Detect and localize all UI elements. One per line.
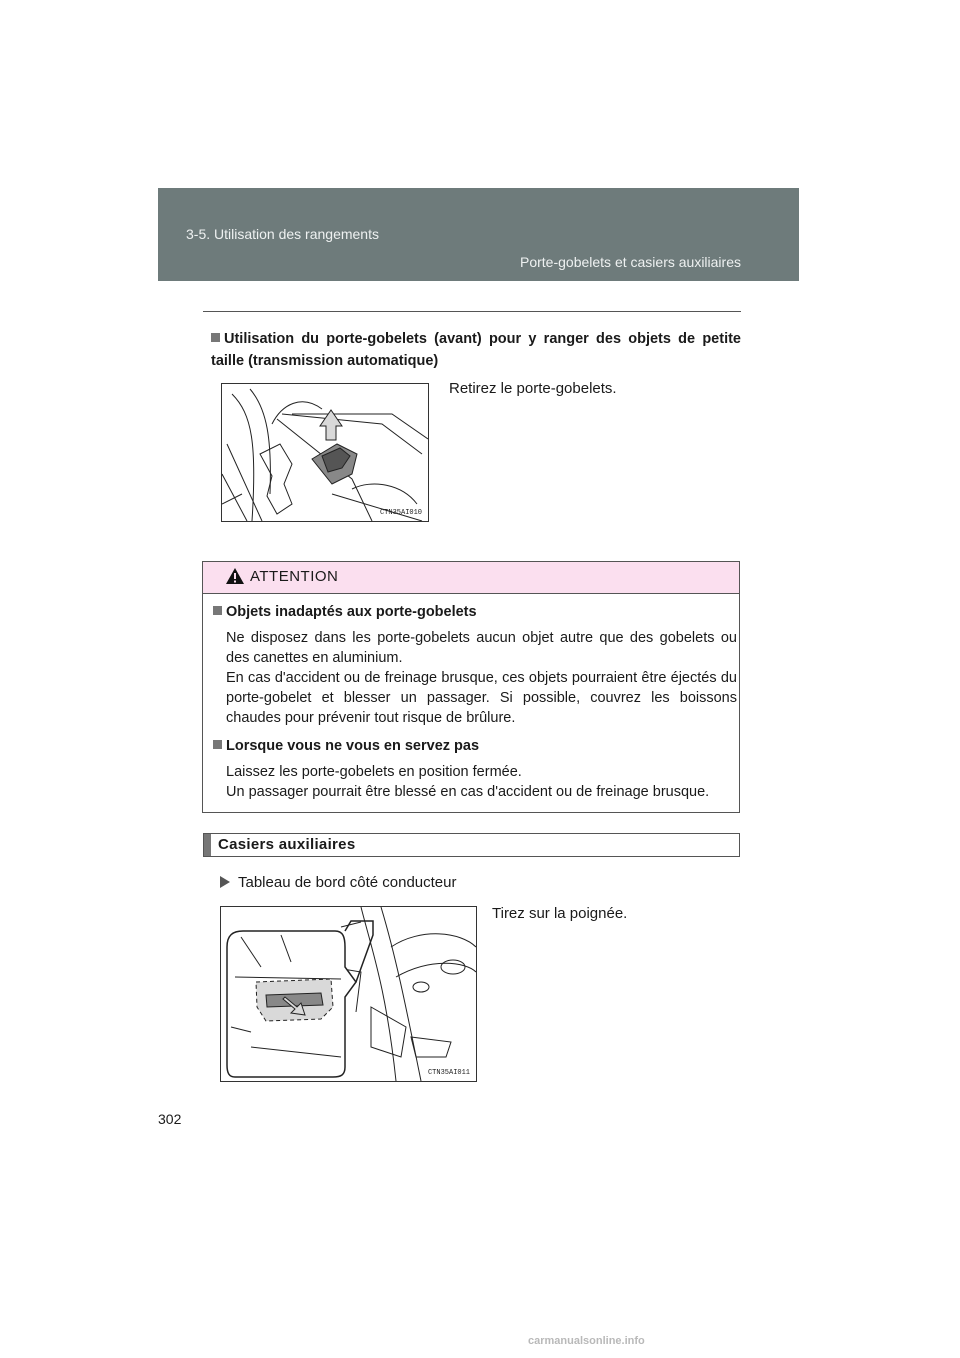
section-title-bar <box>203 833 740 857</box>
attention-paragraph: Ne disposez dans les porte-gobelets aucun objet autre que des gobelets ou des canettes en aluminium. <box>226 630 737 666</box>
attention-box <box>202 561 740 813</box>
subitem-text: Tableau de bord côté conducteur <box>238 874 457 891</box>
figure-code: CTN35AI011 <box>427 1069 470 1077</box>
attention-item-title-text: Lorsque vous ne vous en servez pas <box>226 738 480 754</box>
figure-cup-holder <box>221 383 429 522</box>
subitem-heading <box>220 874 457 891</box>
page-number: 302 <box>158 1111 182 1127</box>
figure-caption: Retirez le porte-gobelets. <box>449 380 617 397</box>
triangle-bullet-icon <box>220 876 230 888</box>
attention-item-text <box>226 628 737 728</box>
attention-item-title-text: Objets inadaptés aux porte-gobelets <box>226 604 477 620</box>
attention-header <box>203 562 739 594</box>
attention-item-text <box>226 762 737 802</box>
attention-item-title <box>213 602 737 622</box>
subsection-heading <box>211 328 741 372</box>
header-section: 3-5. Utilisation des rangements <box>186 226 379 242</box>
attention-paragraph: Laissez les porte-gobelets en position fermée. <box>226 764 522 780</box>
figure-code: CTN35AI010 <box>379 509 422 517</box>
attention-item-title <box>213 736 737 756</box>
figure-caption: Tirez sur la poignée. <box>492 905 628 922</box>
square-bullet-icon <box>213 606 222 615</box>
section-title: Casiers auxiliaires <box>218 836 356 853</box>
warning-icon <box>225 567 245 585</box>
square-bullet-icon <box>213 740 222 749</box>
attention-paragraph: En cas d'accident ou de freinage brusque, ces objets pourraient être éjectés du porte-gobelet et blesser un passager. Si possible, couvrez les boissons chaudes pour prévenir tout risque de brûlure. <box>226 670 737 726</box>
cup-holder-illustration <box>222 384 428 521</box>
attention-body <box>213 602 737 802</box>
section-bar-mark <box>204 834 211 856</box>
attention-item <box>213 736 737 802</box>
figure-auxiliary-box <box>220 906 477 1082</box>
header-subsection: Porte-gobelets et casiers auxiliaires <box>520 254 741 270</box>
square-bullet-icon <box>211 333 220 342</box>
watermark: carmanualsonline.info <box>528 1335 645 1347</box>
attention-title: ATTENTION <box>250 568 339 585</box>
auxiliary-box-illustration <box>221 907 476 1081</box>
attention-item <box>213 602 737 728</box>
attention-paragraph: Un passager pourrait être blessé en cas d'accident ou de freinage brusque. <box>226 784 710 800</box>
header-rule <box>203 311 741 312</box>
heading-text: Utilisation du porte-gobelets (avant) pour y ranger des objets de petite taille (transmission automatique) <box>211 331 741 369</box>
page-header <box>158 188 799 281</box>
